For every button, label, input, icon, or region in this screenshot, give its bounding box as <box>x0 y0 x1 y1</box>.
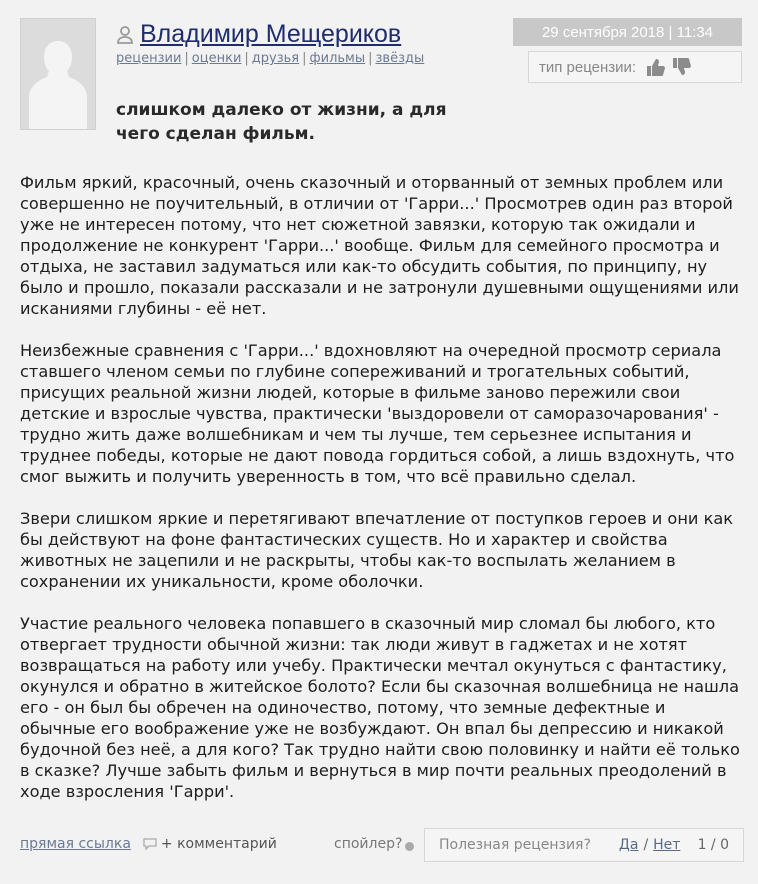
user-icon <box>116 26 134 44</box>
review-paragraph: Неизбежные сравнения с 'Гарри...' вдохновляют на очередной просмотр сериала ставшего членом семьи по глубине сопереживаний и трогательных событий, присущих реальной жизни людей, которые в фильме заново пережили свои детские и взрослые чувства, практически 'выздоровели от саморазочарования' - трудно жить даже волшебникам и чем ты лучше, тем серьезнее испытания и труднее победы, которые не дают повода гордиться собой, а лишь вздохнуть, что смог выжить и получить уверенность в том, что всё правильно сделал. <box>20 341 735 486</box>
user-link-friends[interactable]: друзья <box>251 51 300 66</box>
review-date: 29 сентября 2018 | 11:34 <box>513 18 742 46</box>
review-type-box <box>528 51 742 83</box>
vote-no-link[interactable]: Нет <box>653 837 681 853</box>
useful-review-box <box>424 828 744 862</box>
add-comment-link[interactable]: + комментарий <box>160 836 277 852</box>
spoiler-label: спойлер? <box>334 836 403 852</box>
user-link-films[interactable]: фильмы <box>309 51 366 66</box>
review-paragraph: Звери слишком яркие и перетягивают впечатление от поступков героев и они как бы действуют на фоне фантастических существ. Но и характер и свойства животных не зацепили и не раскрыты, чтобы как-то воспылать желанием в сохранении их уникальности, кроме оболочки. <box>20 509 734 591</box>
author-name-link[interactable]: Владимир Мещериков <box>140 20 402 48</box>
review-paragraph: Фильм яркий, красочный, очень сказочный и оторванный от земных проблем или совершенно не поучительный, в отличии от 'Гарри...' Просмотрев один раз второй уже не интересен потому, что нет сюжетной завязки, которую так ожидали и продолжение не конкурент 'Гарри...' вообще. Фильм для семейного просмотра и отдыха, не заставил задуматься или как-то обсудить события, по принципу, ну было и прошло, показали рассказали и не затронули душевными ощущениями или исканиями глубины - её нет. <box>20 173 739 318</box>
user-links: рецензии | оценки | друзья | фильмы | звёзды <box>116 51 425 66</box>
author-header <box>116 20 401 49</box>
permalink-link[interactable]: прямая ссылка <box>20 836 131 852</box>
vote-yes-link[interactable]: Да <box>618 837 639 853</box>
vote-separator: / <box>643 837 649 853</box>
user-link-reviews[interactable]: рецензии <box>116 51 182 66</box>
user-link-stars[interactable]: звёзды <box>375 51 425 66</box>
spoiler-dot-icon <box>405 842 414 851</box>
vote-count: 1 / 0 <box>697 837 729 853</box>
footer-links <box>20 836 277 852</box>
review-body <box>20 172 744 823</box>
review-title: слишком далеко от жизни, а для чего сделан фильм. <box>116 100 447 144</box>
user-link-ratings[interactable]: оценки <box>191 51 242 66</box>
thumbs-down-icon[interactable] <box>670 56 692 78</box>
review-type-label: тип рецензии: <box>539 58 637 76</box>
useful-question: Полезная рецензия? <box>439 837 591 853</box>
thumbs-up-icon[interactable] <box>644 56 666 78</box>
avatar[interactable] <box>20 18 96 130</box>
review-paragraph: Участие реального человека попавшего в сказочный мир сломал бы любого, кто отвергает трудности обычной жизни: так люди живут в гаджетах и не хотят возвращаться на работу или учебу. Практически мечтал окунуться с фантастику, окунулся и обратно в житейское болото? Если бы сказочная волшебница не нашла его - он был бы обречен на одиночество, потому, что земные дефектные и обычные его воображение уже не возбуждают. Он впал бы депрессию и никакой будочной без неё, а для кого? Так трудно найти свою половинку и найти её только в сказке? Лучше забыть фильм и вернуться в мир почти реальных преодолений в ходе взросления 'Гарри'. <box>20 614 740 801</box>
spoiler-toggle[interactable] <box>334 836 414 852</box>
user-silhouette-icon <box>21 19 95 129</box>
comment-bubble-icon <box>143 838 157 850</box>
